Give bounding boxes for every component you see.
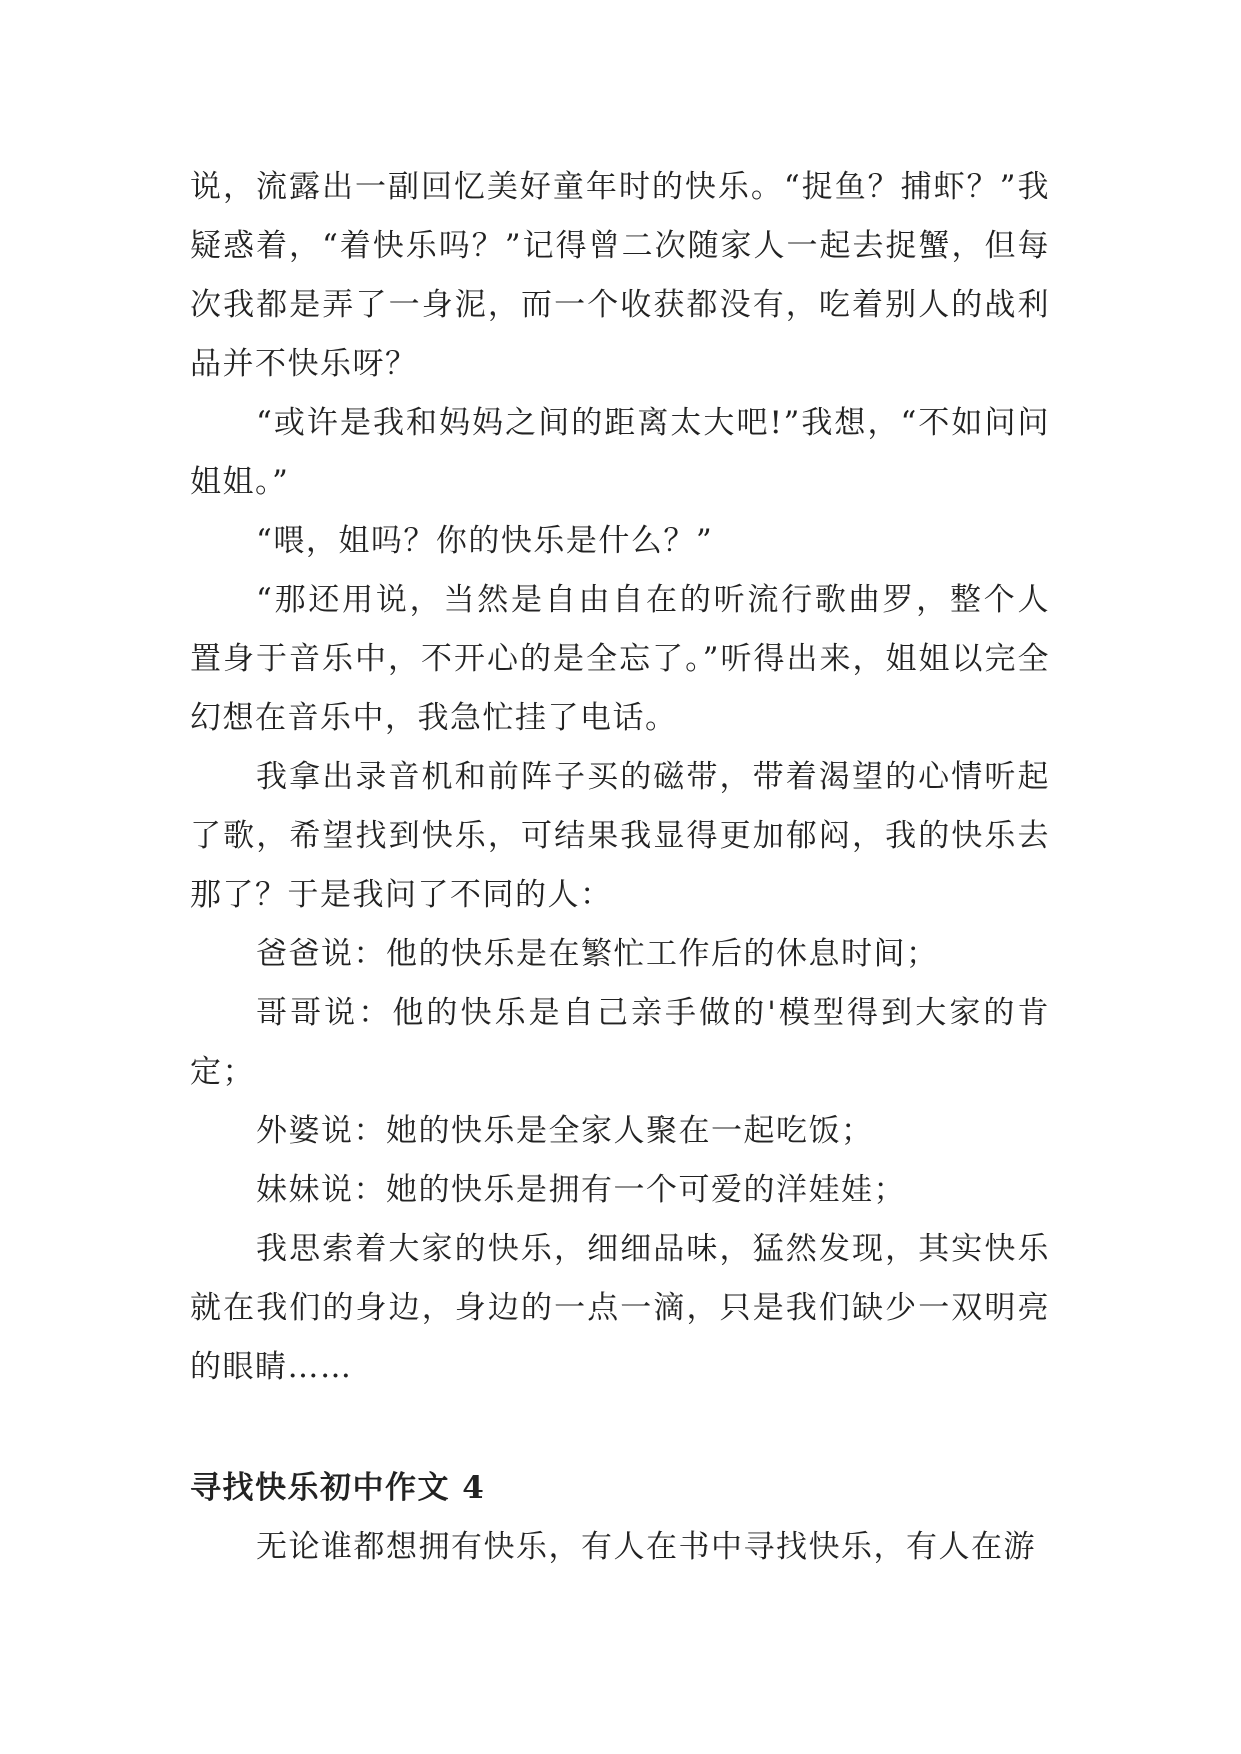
paragraph: 无论谁都想拥有快乐，有人在书中寻找快乐，有人在游 [256, 1529, 1036, 1565]
paragraph: “那还用说，当然是自由自在的听流行歌曲罗，整个人置身于音乐中，不开心的是全忘了。”听得出来，姐姐以完全幻想在音乐中，我急忙挂了电话。 [190, 582, 1050, 736]
document-page [190, 158, 1050, 1577]
section-title: 寻找快乐初中作文 4 [190, 1470, 486, 1506]
paragraph: 外婆说：她的快乐是全家人聚在一起吃饭； [256, 1113, 874, 1149]
paragraph: 爸爸说：他的快乐是在繁忙工作后的休息时间； [256, 936, 939, 972]
paragraph: 哥哥说：他的快乐是自己亲手做的'模型得到大家的肯定； [190, 995, 1050, 1090]
paragraph: 说，流露出一副回忆美好童年时的快乐。“捉鱼？捕虾？”我疑惑着，“着快乐吗？”记得曾二次随家人一起去捉蟹，但每次我都是弄了一身泥，而一个收获都没有，吃着别人的战利品并不快乐呀？ [190, 169, 1050, 382]
paragraph: 我拿出录音机和前阵子买的磁带，带着渴望的心情听起了歌，希望找到快乐，可结果我显得更加郁闷，我的快乐去那了？于是我问了不同的人： [190, 759, 1050, 913]
paragraph: 我思索着大家的快乐，细细品味，猛然发现，其实快乐就在我们的身边，身边的一点一滴，只是我们缺少一双明亮的眼睛…… [190, 1231, 1050, 1385]
paragraph: 妹妹说：她的快乐是拥有一个可爱的洋娃娃； [256, 1172, 906, 1208]
paragraph: “喂，姐吗？你的快乐是什么？” [256, 523, 714, 559]
paragraph: “或许是我和妈妈之间的距离太大吧!”我想，“不如问问姐姐。” [190, 405, 1050, 500]
